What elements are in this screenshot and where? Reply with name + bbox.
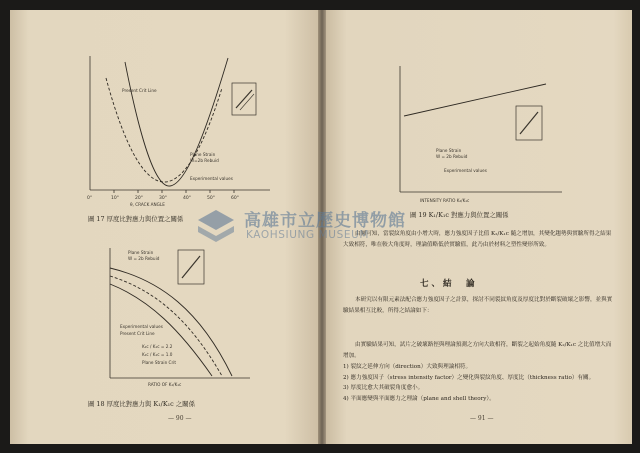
figure-17-caption: 圖 17 厚度比對應力與位置之關係 bbox=[88, 215, 184, 223]
list-item: 1) 裂紋之延伸方向（direction）大致與理論相符。 bbox=[343, 364, 472, 370]
figure-18-caption: 圖 18 厚度比對應力與 K₁/K₁c 之關係 bbox=[88, 400, 195, 408]
museum-watermark bbox=[196, 206, 446, 250]
watermark-title: 高雄市立歷史博物館 bbox=[244, 211, 406, 231]
xtick-5: 50° bbox=[207, 196, 215, 201]
figure-17-xlabel: θ, CRACK ANGLE bbox=[130, 202, 165, 207]
paragraph-2: 本研究以有限元素法配合應力強度因子之計算，探討不同裂紋角度及厚度比對於斷裂破壞之影響，並與實驗結果相互比較，所得之結論如下： bbox=[343, 297, 613, 314]
section-title: 七、結 論 bbox=[420, 279, 478, 289]
figure-19 bbox=[380, 60, 580, 210]
xtick-4: 40° bbox=[183, 196, 191, 201]
museum-logo-icon bbox=[196, 208, 236, 246]
fig18-legend-2: Experimental values bbox=[120, 324, 163, 329]
conclusion-list bbox=[343, 362, 615, 404]
fig19-legend-2: Experimental values bbox=[444, 168, 487, 173]
fig18-legend-0: Plane Strain bbox=[128, 250, 154, 255]
paragraph-1: 由圖可知，當裂紋角度由小增大時，應力強度因子比值 K₂/K₁c 隨之增加，其變化趨勢與實驗所得之結果大致相符，唯在較大角度時，理論值略低於實驗值，此乃由於材料之塑性變形所致。 bbox=[343, 231, 612, 248]
specimen-icon bbox=[232, 83, 256, 115]
specimen-icon bbox=[516, 106, 542, 140]
figure-18-xlabel: RATIO OF K₁/K₁c bbox=[148, 382, 182, 387]
fig18-legend-4: K₁c / K₁c = 2.2 bbox=[142, 344, 173, 349]
list-item: 2) 應力強度因子（stress intensity factor）之變化與裂紋角度、厚度比（thickness ratio）有關。 bbox=[343, 374, 595, 381]
fig17-legend-2: Experimental values bbox=[190, 176, 233, 181]
figure-17 bbox=[70, 48, 280, 208]
figure-19-xlabel: INTENSITY RATIO K₂/K₁c bbox=[420, 198, 470, 203]
figure-17-xticks bbox=[87, 190, 239, 201]
right-page-number: — 91 — bbox=[470, 415, 494, 422]
left-page-number: — 90 — bbox=[168, 415, 192, 422]
xtick-3: 30° bbox=[159, 196, 167, 201]
xtick-6: 60° bbox=[231, 196, 239, 201]
xtick-0: 0° bbox=[87, 196, 93, 201]
fig17-legend-0: Plane Strain bbox=[190, 152, 216, 157]
figure-19-caption: 圖 19 K₁/K₁c 對應力與位置之關係 bbox=[410, 211, 509, 219]
fig19-legend-1: W = 2b Rebuid bbox=[436, 154, 468, 159]
fig18-legend-5: K₁c / K₁c = 1.0 bbox=[142, 352, 173, 357]
fig18-legend-6: Plane Strain Crit bbox=[142, 360, 177, 365]
fig19-legend-0: Plane Strain bbox=[436, 148, 462, 153]
watermark-subtitle: KAOHSIUNG MUSEUM bbox=[246, 229, 370, 241]
paragraph-3: 由實驗結果可知，試片之破壞路徑與理論預測之方向大致相符，斷裂之起始角度隨 K₂/K₁c 之比值增大而增加。 bbox=[343, 342, 612, 359]
figure-18 bbox=[70, 240, 270, 390]
fig17-legend-top: Present Crit Line bbox=[122, 88, 157, 93]
curve-fig19 bbox=[404, 84, 546, 116]
list-item: 3) 厚度比愈大其破裂角度愈小。 bbox=[343, 385, 424, 392]
specimen-icon bbox=[178, 250, 204, 284]
list-item: 4) 平面應變與平面應力之理論（plane and shell theory）。 bbox=[343, 395, 495, 402]
xtick-2: 20° bbox=[135, 196, 143, 201]
fig17-legend-1: W=2b Rebuid bbox=[190, 158, 219, 163]
curve-present bbox=[125, 58, 228, 186]
xtick-1: 10° bbox=[111, 196, 119, 201]
fig18-legend-1: W = 2b Rebuid bbox=[128, 256, 160, 261]
fig18-legend-3: Present Crit Line bbox=[120, 331, 155, 336]
